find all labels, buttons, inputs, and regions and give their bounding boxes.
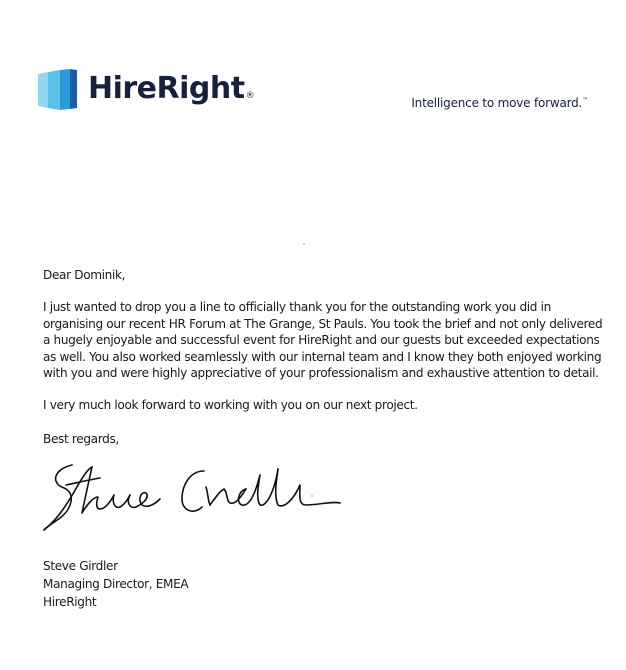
tagline: Intelligence to move forward.™ (411, 96, 588, 110)
hireright-logo-mark-icon (38, 68, 78, 110)
signer-name: Steve Girdler (43, 559, 118, 573)
hireright-logo (38, 66, 254, 112)
body-paragraph: I very much look forward to working with you on our next project. (43, 398, 418, 413)
closing: Best regards, (43, 431, 119, 446)
scan-speck (303, 243, 305, 245)
signer-company: HireRight (43, 595, 97, 609)
salutation: Dear Dominik, (43, 268, 126, 282)
signer-title: Managing Director, EMEA (43, 577, 189, 591)
body-paragraph: I just wanted to drop you a line to officially thank you for the outstanding work you did in organising our recent HR Forum at The Grange, St Pauls. You took the brief and not only delivered a hugely enjoyable and successful event for HireRight and our guests but exceeded expectations as well. You also worked seamlessly with our internal team and I know they both enjoyed working with you and were highly appreciative of your professionalism and exhaustive attention to detail. (43, 300, 603, 381)
handwritten-signature (42, 455, 342, 535)
logo-wordmark: HireRight® (88, 71, 255, 106)
letter-body (43, 267, 603, 447)
signoff-block (43, 557, 188, 611)
